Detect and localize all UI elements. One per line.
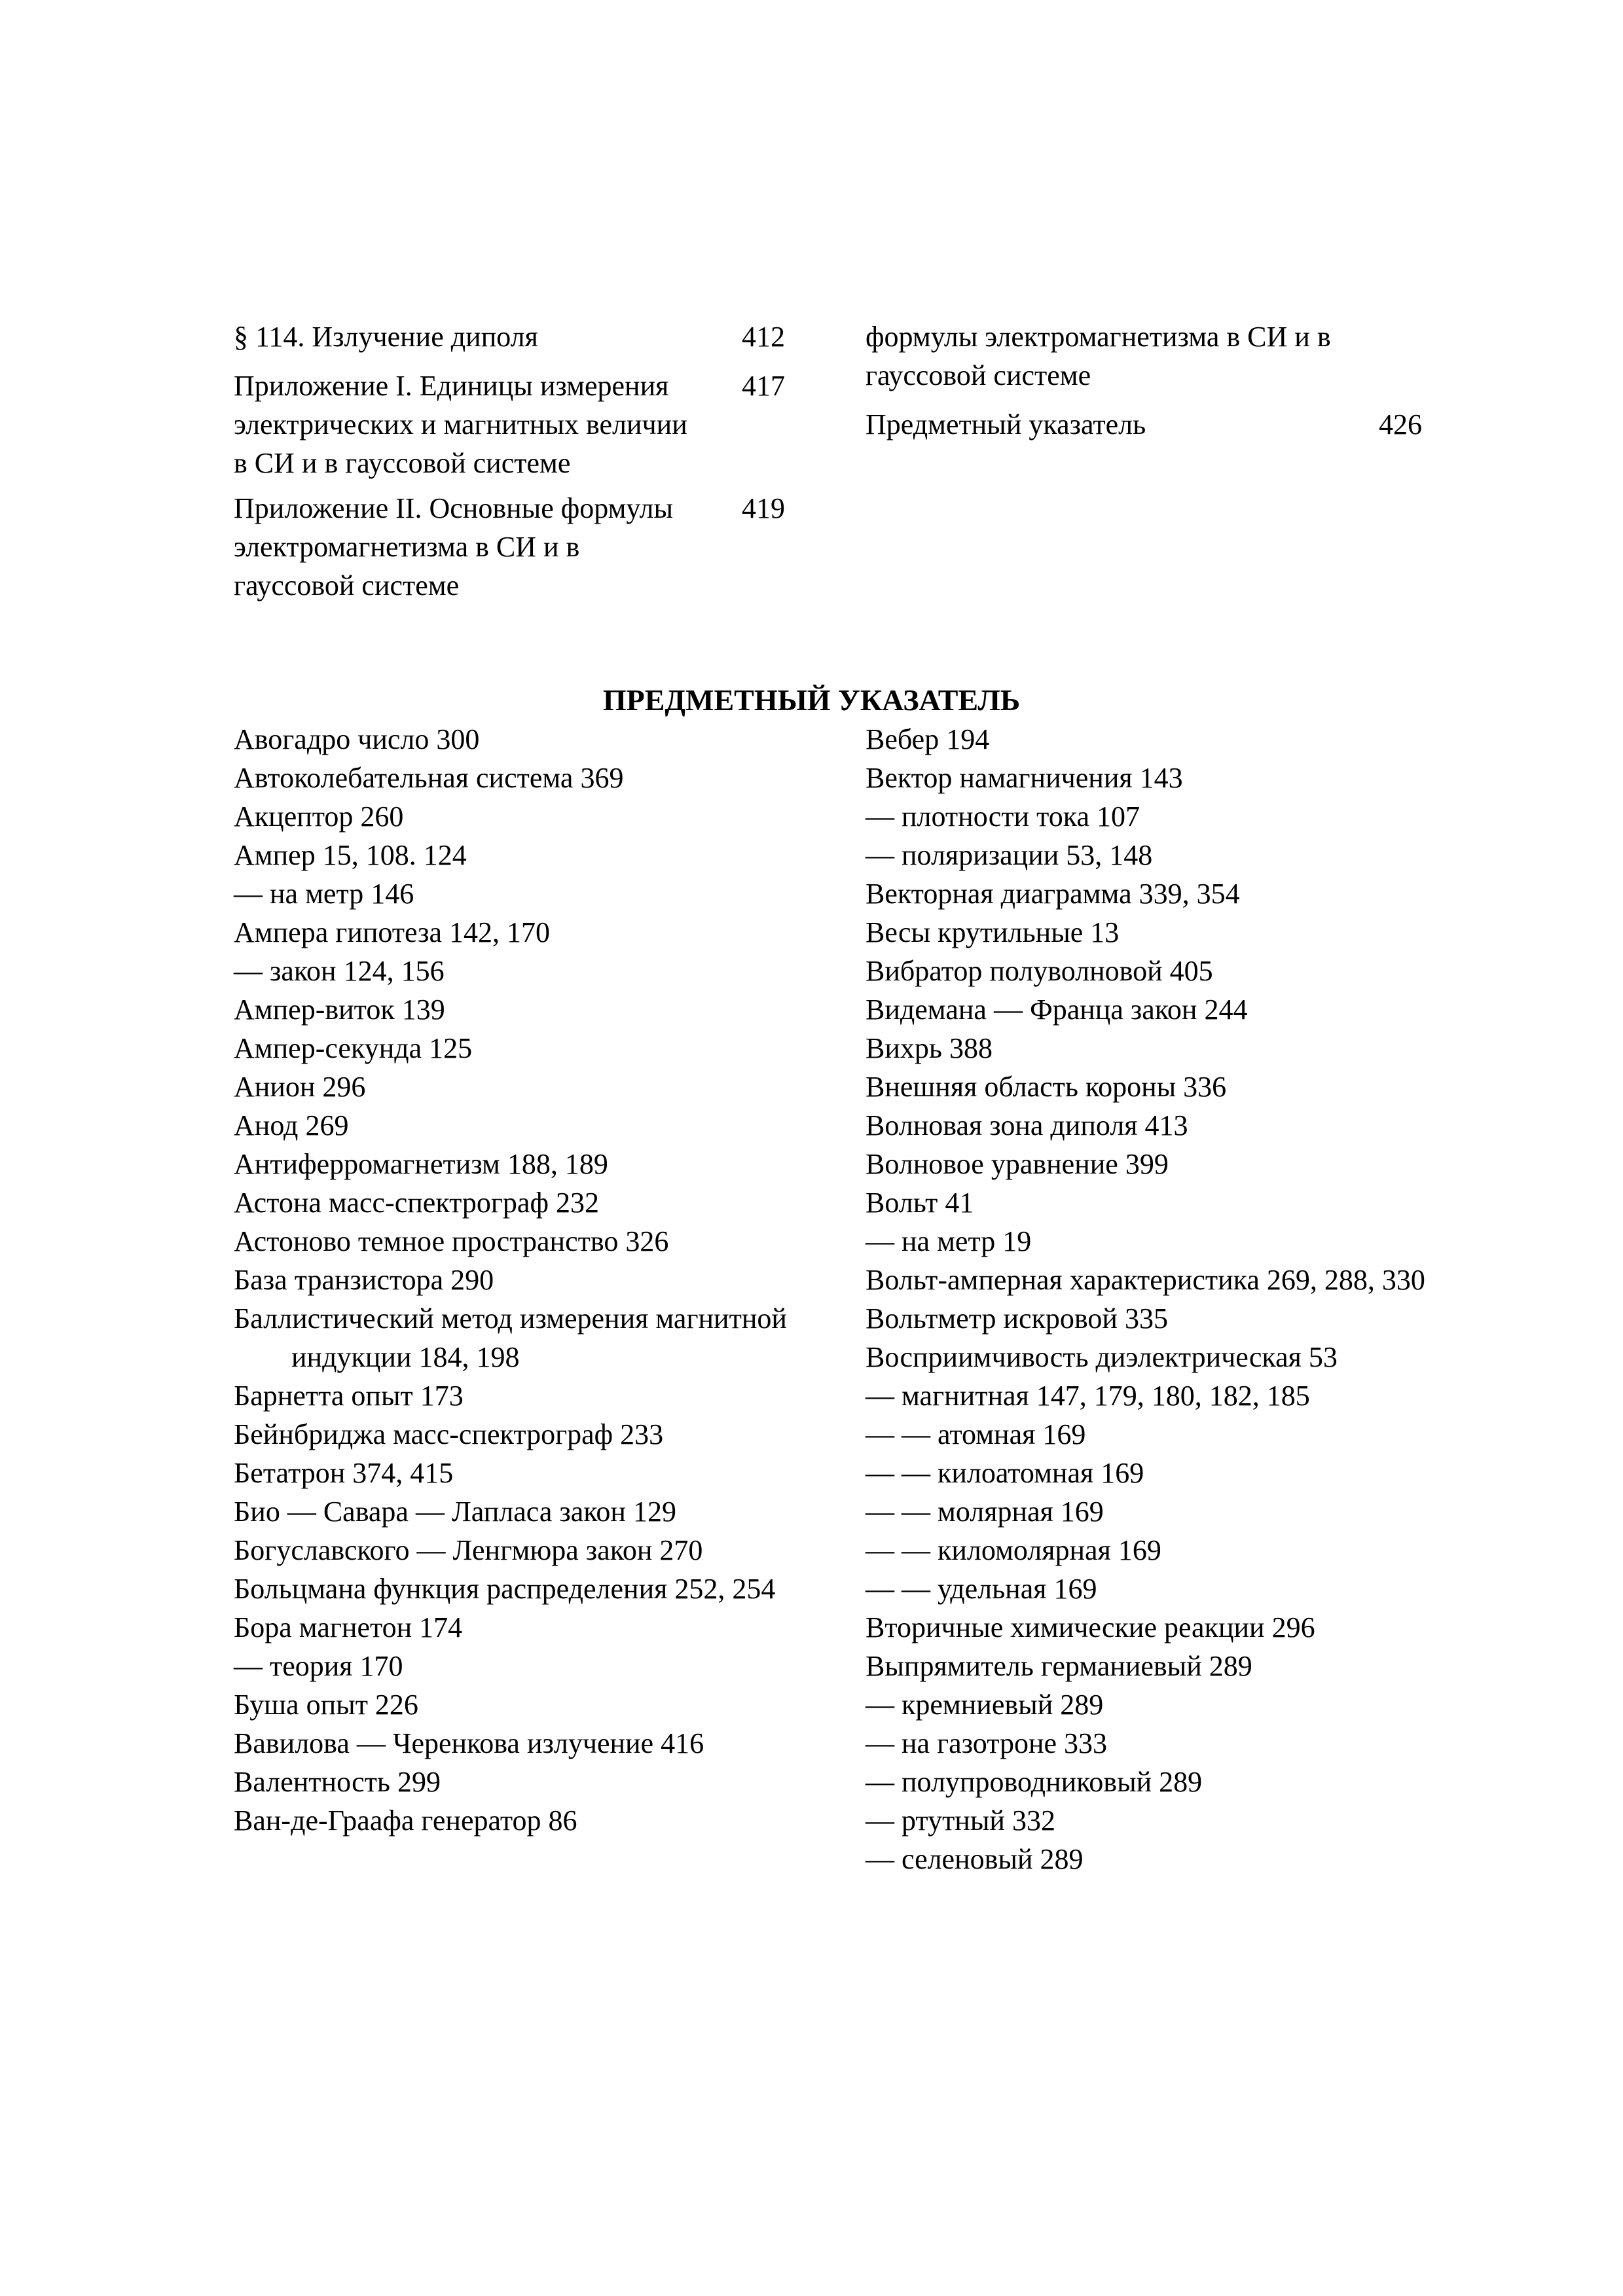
- index-entry: — кремниевый 289: [866, 1689, 1104, 1721]
- toc-entry-title: Приложение I. Единицы измерения электрических и магнитных величии в СИ и в гауссовой системе: [234, 370, 687, 479]
- index-entry: Барнетта опыт 173: [234, 1380, 464, 1412]
- index-entry: — — удельная 169: [866, 1573, 1097, 1605]
- index-right-column: [866, 720, 1455, 1878]
- index-entry: — — киломолярная 169: [866, 1534, 1161, 1566]
- toc-entry-page: 412: [742, 321, 785, 353]
- index-entry: Астона масс-спектрограф 232: [234, 1187, 599, 1219]
- toc-entry[interactable]: [234, 317, 785, 356]
- toc-entry-title: Предметный указатель: [866, 408, 1146, 440]
- index-entry: — на метр 146: [234, 878, 414, 910]
- index-entry: Волновое уравнение 399: [866, 1148, 1169, 1180]
- index-entry: Векторная диаграмма 339, 354: [866, 878, 1240, 910]
- index-entry: — полупроводниковый 289: [866, 1766, 1203, 1798]
- toc-entry-title: § 114. Излучение диполя: [234, 321, 538, 353]
- index-entry: Вольт-амперная характеристика 269, 288, 330: [866, 1264, 1425, 1296]
- index-entry: Богуславского — Ленгмюра закон 270: [234, 1534, 703, 1566]
- index-entry: База транзистора 290: [234, 1264, 494, 1296]
- index-entry: Антиферромагнетизм 188, 189: [234, 1148, 608, 1180]
- index-entry: Бора магнетон 174: [234, 1611, 463, 1643]
- index-entry: Ампера гипотеза 142, 170: [234, 916, 550, 948]
- index-entry: — селеновый 289: [866, 1843, 1084, 1875]
- index-entry: Буша опыт 226: [234, 1689, 418, 1721]
- index-entry: Ампер-виток 139: [234, 994, 445, 1026]
- index-entry: Волновая зона диполя 413: [866, 1109, 1188, 1141]
- index-entry: Вектор намагничения 143: [866, 762, 1183, 794]
- index-entry: Баллистический метод измерения магнитной индукции 184, 198: [234, 1302, 787, 1373]
- index-entry: Вибратор полуволновой 405: [866, 955, 1213, 987]
- toc-entry-page: 417: [742, 370, 785, 402]
- index-entry: Автоколебательная система 369: [234, 762, 624, 794]
- index-entry: Ван-де-Граафа генератор 86: [234, 1804, 577, 1837]
- index-entry: Валентность 299: [234, 1766, 441, 1798]
- index-entry: Вихрь 388: [866, 1032, 993, 1064]
- toc-entry-page: 426: [1379, 408, 1422, 440]
- toc-entry[interactable]: [234, 367, 785, 482]
- index-entry: Выпрямитель германиевый 289: [866, 1650, 1252, 1682]
- index-entry: Астоново темное пространство 326: [234, 1225, 669, 1257]
- index-entry: — магнитная 147, 179, 180, 182, 185: [866, 1380, 1310, 1412]
- index-entry: Акцептор 260: [234, 800, 404, 833]
- toc-left-column: [234, 317, 785, 611]
- index-entry: — ртутный 332: [866, 1804, 1055, 1837]
- index-entry: Анион 296: [234, 1071, 366, 1103]
- index-entry: Ампер-секунда 125: [234, 1032, 473, 1064]
- index-entry: Бейнбриджа масс-спектрограф 233: [234, 1418, 664, 1450]
- index-entry: — на газотроне 333: [866, 1727, 1108, 1759]
- toc-entry-title: Приложение II. Основные формулы электромагнетизма в СИ и в гауссовой системе: [234, 492, 673, 601]
- index-entry: — теория 170: [234, 1650, 403, 1682]
- toc-entry-page: 419: [742, 492, 785, 524]
- index-entry: — поляризации 53, 148: [866, 839, 1153, 871]
- index-entry: Авогадро число 300: [234, 723, 480, 755]
- index-entry: Вольтметр искровой 335: [866, 1302, 1168, 1335]
- index-entry: Вторичные химические реакции 296: [866, 1611, 1315, 1643]
- index-entry: — закон 124, 156: [234, 955, 445, 987]
- index-entry: Весы крутильные 13: [866, 916, 1120, 948]
- index-entry: Вольт 41: [866, 1187, 974, 1219]
- index-entry: Бетатрон 374, 415: [234, 1457, 454, 1489]
- index-entry: Видемана — Франца закон 244: [866, 994, 1248, 1026]
- index-entry: Восприимчивость диэлектрическая 53: [866, 1341, 1338, 1373]
- toc-entry: [866, 317, 1422, 395]
- index-entry: Внешняя область короны 336: [866, 1071, 1227, 1103]
- toc-right-column: [866, 317, 1422, 450]
- index-entry: — — килоатомная 169: [866, 1457, 1144, 1489]
- index-entry: Био — Савара — Лапласа закон 129: [234, 1496, 676, 1528]
- index-entry: — — атомная 169: [866, 1418, 1086, 1450]
- index-entry: Вавилова — Черенкова излучение 416: [234, 1727, 704, 1759]
- index-left-column: [234, 720, 823, 1840]
- index-entry: Больцмана функция распределения 252, 254: [234, 1573, 776, 1605]
- index-entry: Анод 269: [234, 1109, 349, 1141]
- index-entry: Ампер 15, 108. 124: [234, 839, 467, 871]
- toc-entry[interactable]: [866, 405, 1422, 444]
- index-title: ПРЕДМЕТНЫЙ УКАЗАТЕЛЬ: [602, 683, 1021, 717]
- toc-entry-continuation: формулы электромагнетизма в СИ и в гауссовой системе: [866, 321, 1331, 391]
- index-entry: — плотности тока 107: [866, 800, 1140, 833]
- toc-entry[interactable]: [234, 489, 785, 605]
- index-entry: — на метр 19: [866, 1225, 1032, 1257]
- index-entry: Вебер 194: [866, 723, 990, 755]
- index-entry: — — молярная 169: [866, 1496, 1104, 1528]
